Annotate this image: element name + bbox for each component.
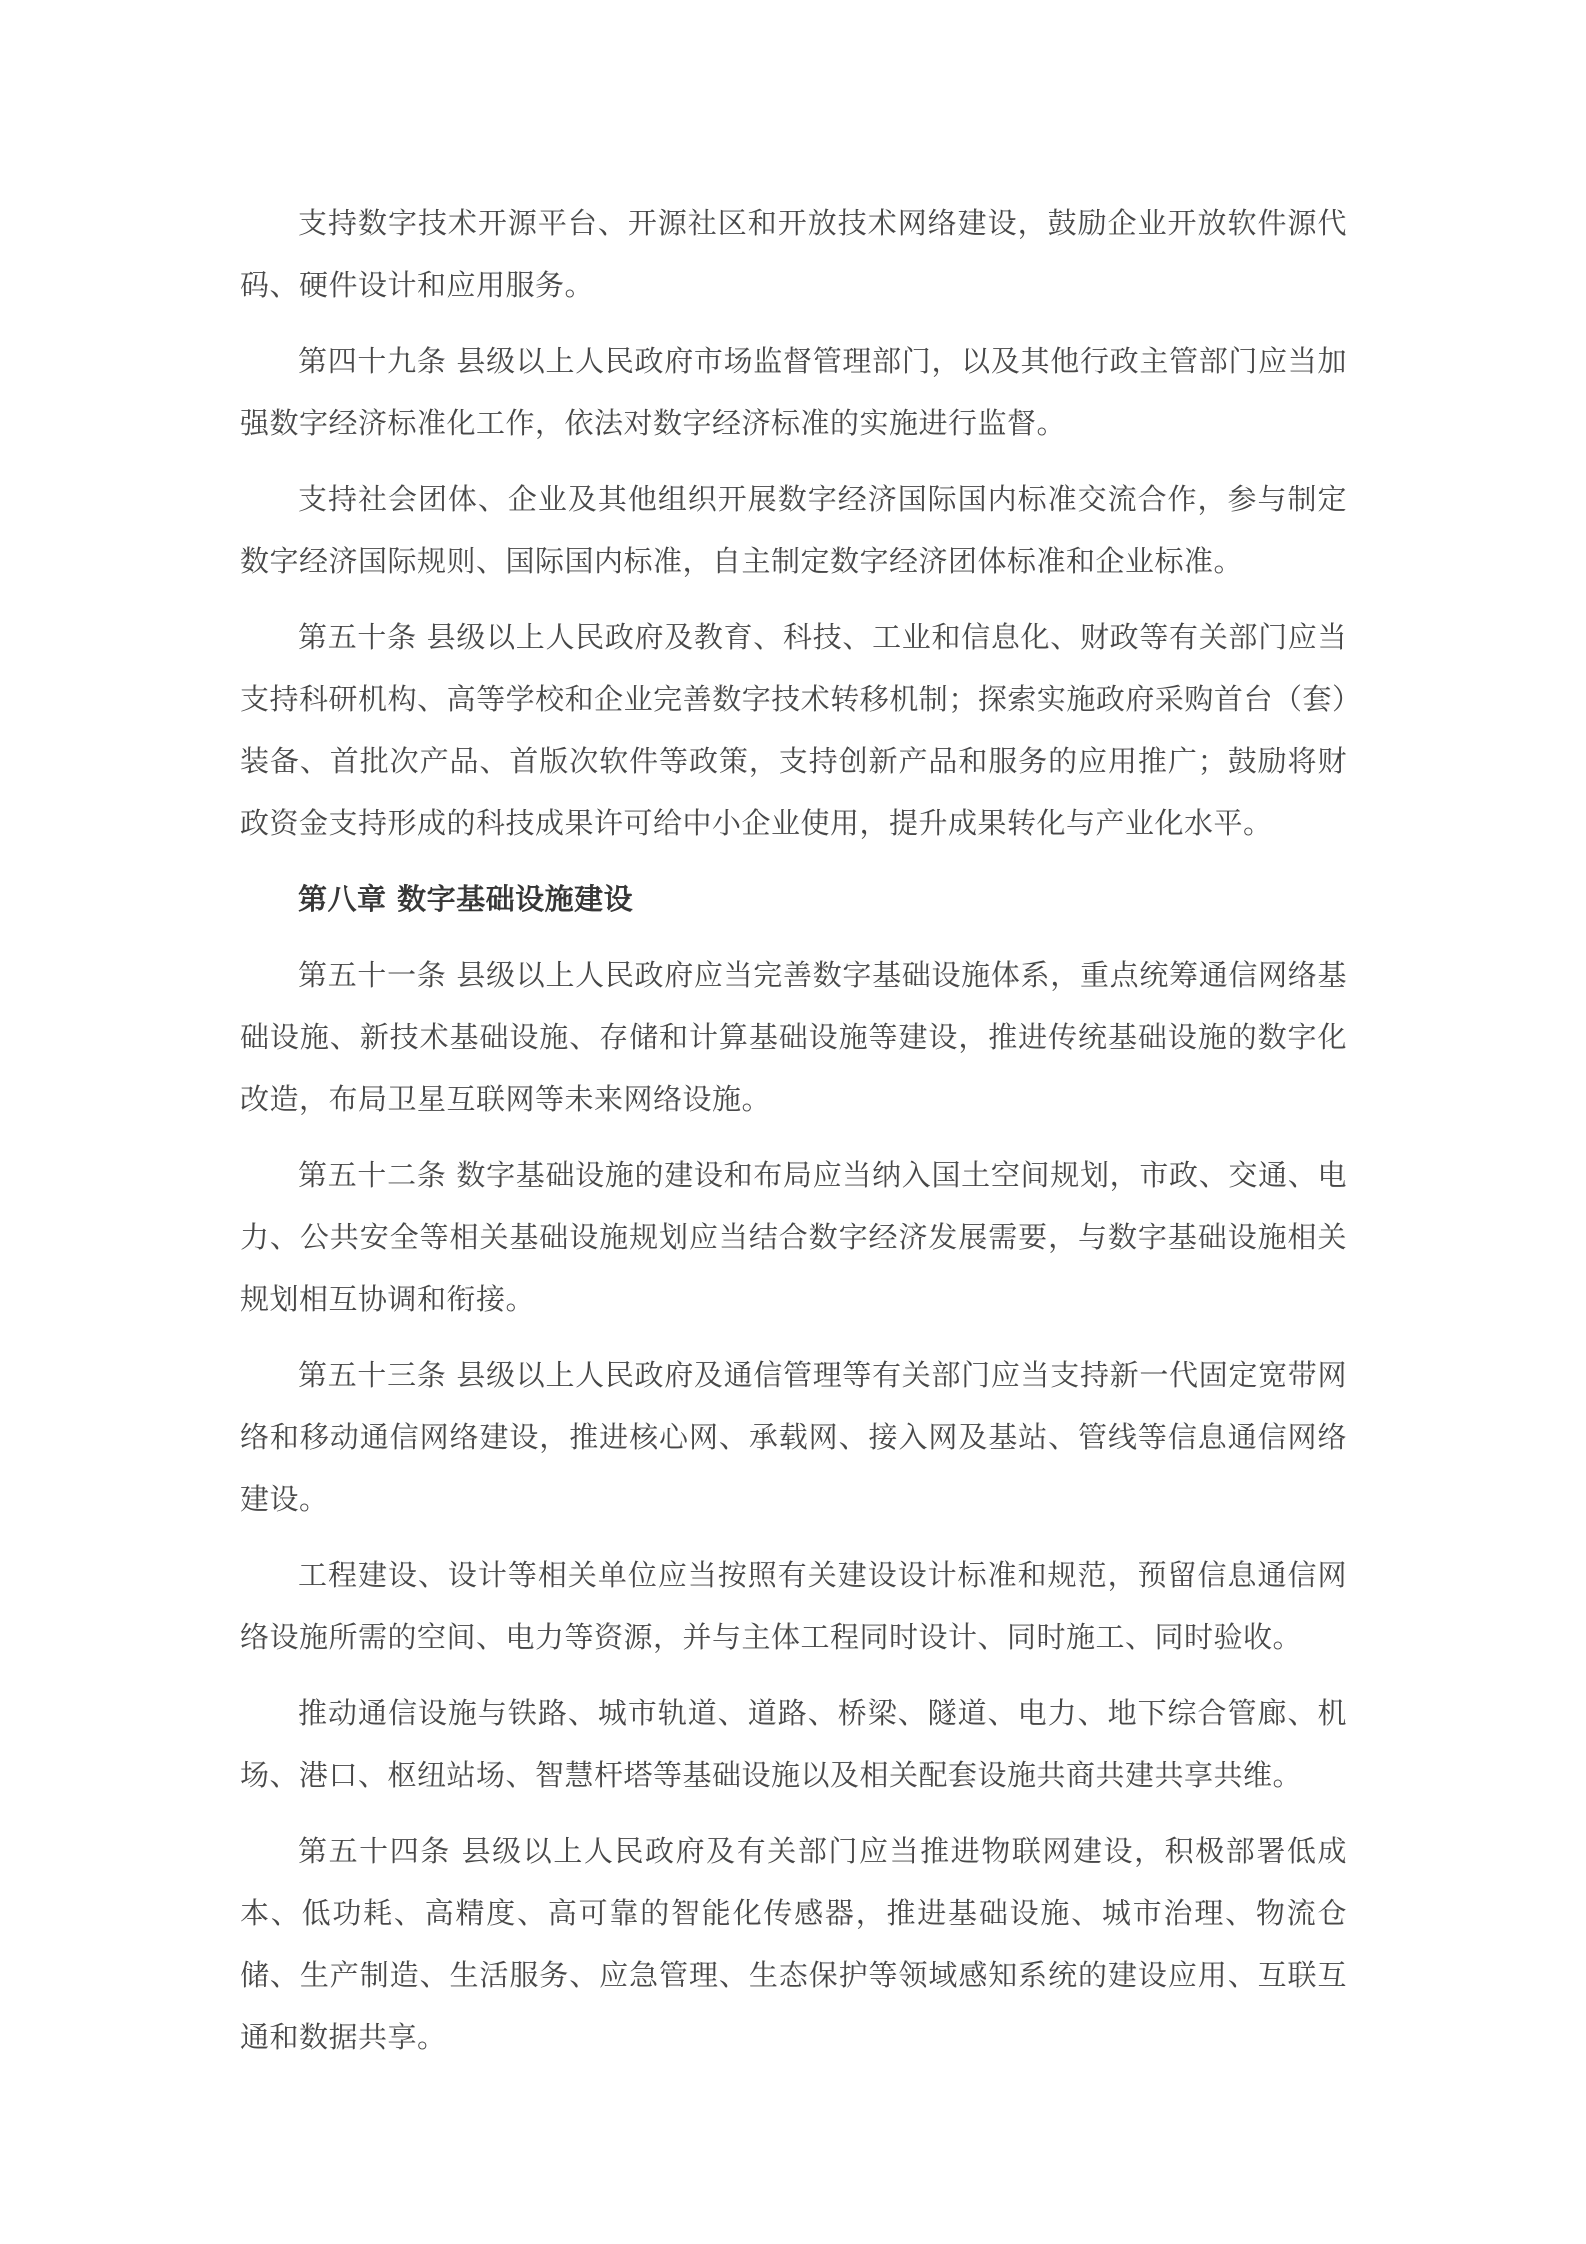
- paragraph-standards-cooperation: 支持社会团体、企业及其他组织开展数字经济国际国内标准交流合作，参与制定数字经济国际规则、国际国内标准，自主制定数字经济团体标准和企业标准。: [240, 482, 1347, 578]
- paragraph-article-50: 第五十条 县级以上人民政府及教育、科技、工业和信息化、财政等有关部门应当支持科研机构、高等学校和企业完善数字技术转移机制；探索实施政府采购首台（套）装备、首批次产品、首版次软件等政策，支持创新产品和服务的应用推广；鼓励将财政资金支持形成的科技成果许可给中小企业使用，提升成果转化与产业化水平。: [240, 620, 1347, 840]
- paragraph-article-52: 第五十二条 数字基础设施的建设和布局应当纳入国土空间规划，市政、交通、电力、公共安全等相关基础设施规划应当结合数字经济发展需要，与数字基础设施相关规划相互协调和衔接。: [240, 1158, 1347, 1316]
- paragraph-article-54: 第五十四条 县级以上人民政府及有关部门应当推进物联网建设，积极部署低成本、低功耗、高精度、高可靠的智能化传感器，推进基础设施、城市治理、物流仓储、生产制造、生活服务、应急管理、生态保护等领域感知系统的建设应用、互联互通和数据共享。: [240, 1834, 1347, 2054]
- paragraph-article-49: 第四十九条 县级以上人民政府市场监督管理部门，以及其他行政主管部门应当加强数字经济标准化工作，依法对数字经济标准的实施进行监督。: [240, 344, 1347, 440]
- paragraph-construction-units: 工程建设、设计等相关单位应当按照有关建设设计标准和规范，预留信息通信网络设施所需的空间、电力等资源，并与主体工程同时设计、同时施工、同时验收。: [240, 1558, 1347, 1654]
- paragraph-communication-facilities-sharing: 推动通信设施与铁路、城市轨道、道路、桥梁、隧道、电力、地下综合管廊、机场、港口、枢纽站场、智慧杆塔等基础设施以及相关配套设施共商共建共享共维。: [240, 1696, 1347, 1792]
- chapter-8-heading: 第八章 数字基础设施建设: [298, 882, 634, 916]
- paragraph-open-source-support: 支持数字技术开源平台、开源社区和开放技术网络建设，鼓励企业开放软件源代码、硬件设计和应用服务。: [240, 206, 1347, 302]
- document-text-block: [240, 192, 1347, 2082]
- paragraph-article-53: 第五十三条 县级以上人民政府及通信管理等有关部门应当支持新一代固定宽带网络和移动通信网络建设，推进核心网、承载网、接入网及基站、管线等信息通信网络建设。: [240, 1358, 1347, 1516]
- paragraph-article-51: 第五十一条 县级以上人民政府应当完善数字基础设施体系，重点统筹通信网络基础设施、新技术基础设施、存储和计算基础设施等建设，推进传统基础设施的数字化改造，布局卫星互联网等未来网络设施。: [240, 958, 1347, 1116]
